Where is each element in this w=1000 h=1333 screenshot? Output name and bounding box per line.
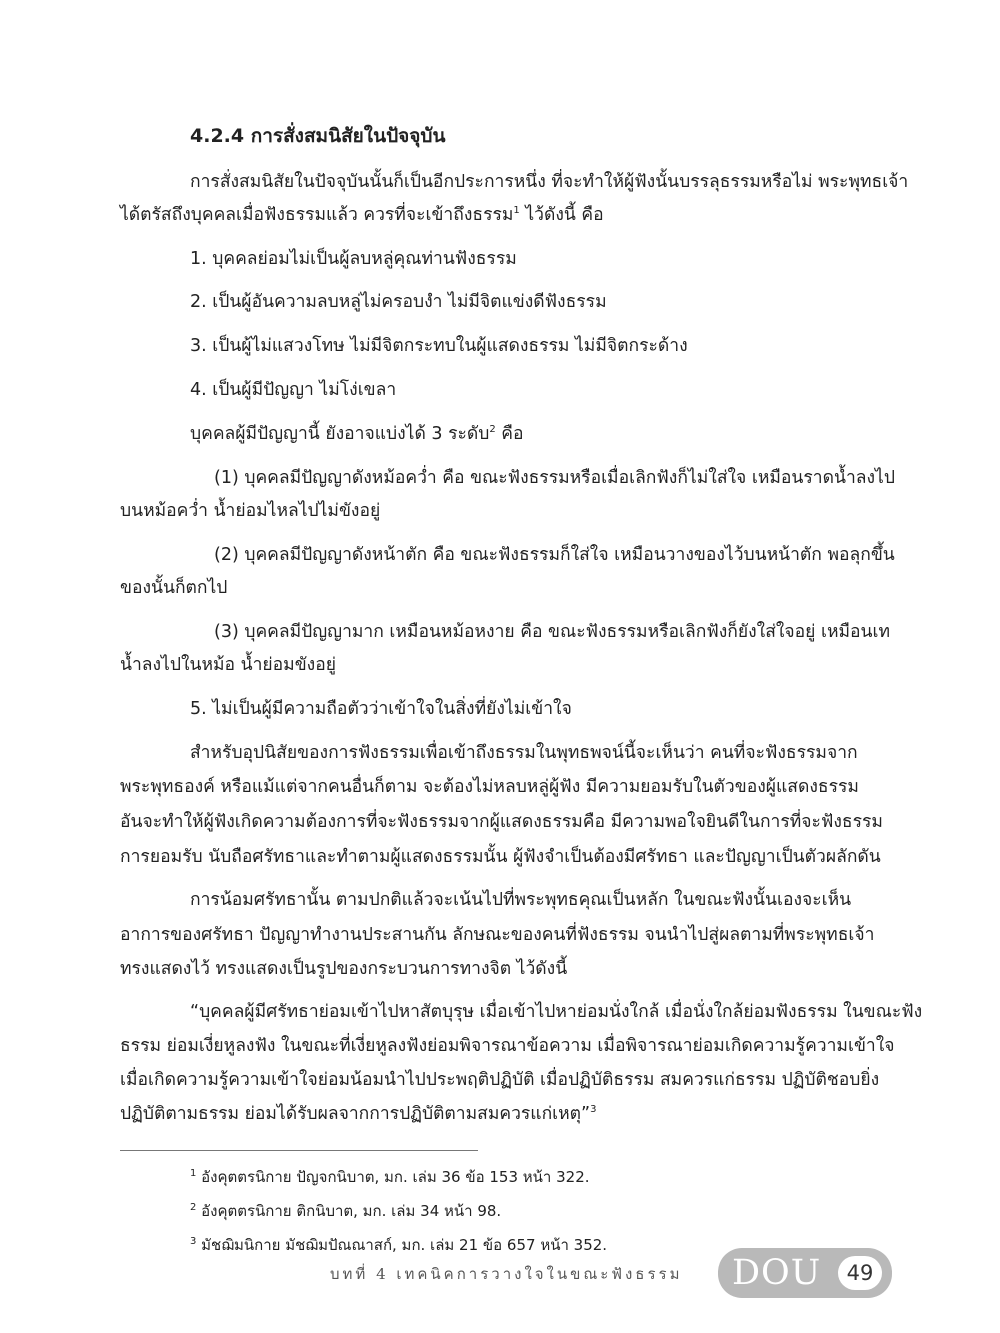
levels-intro: บุคคลผู้มีปัญญานี้ ยังอาจแบ่งได้ 3 ระดับ$^2$ คือ <box>190 424 524 444</box>
list-item-2: 2. เป็นผู้อันความลบหลู่ไม่ครอบงำ ไม่มีจิตแข่งดีฟังธรรม <box>190 292 607 312</box>
section-heading: 4.2.4 การสั่งสมนิสัยในปัจจุบัน <box>190 125 446 147</box>
para1-line-3: อันจะทำให้ผู้ฟังเกิดความต้องการที่จะฟังธรรมจากผู้แสดงธรรมคือ มีความพอใจยินดีในการที่จะฟังธรรม <box>120 812 883 832</box>
para2-line-2: อาการของศรัทธา ปัญญาทำงานประสานกัน ลักษณะของคนที่ฟังธรรม จนนำไปสู่ผลตามที่พระพุทธเจ้า <box>120 925 875 945</box>
quote-line-2: ธรรม ย่อมเงี่ยหูลงฟัง ในขณะที่เงี่ยหูลงฟังย่อมพิจารณาข้อความ เมื่อพิจารณาย่อมเกิดความรู้ความเข้าใจ <box>120 1036 895 1056</box>
list-item-3: 3. เป็นผู้ไม่แสวงโทษ ไม่มีจิตกระทบในผู้แสดงธรรม ไม่มีจิตกระด้าง <box>190 336 688 356</box>
list-item-5: 5. ไม่เป็นผู้มีความถือตัวว่าเข้าใจในสิ่งที่ยังไม่เข้าใจ <box>190 699 572 719</box>
running-title: บทที่ 4 เทคนิคการวางใจในขณะฟังธรรม <box>330 1265 683 1283</box>
level-3-line-2: น้ำลงไปในหม้อ น้ำย่อมขังอยู่ <box>120 655 336 675</box>
para1-line-4: การยอมรับ นับถือศรัทธาและทำตามผู้แสดงธรรมนั้น ผู้ฟังจำเป็นต้องมีศรัทธา และปัญญาเป็นตัวผลักดัน <box>120 847 881 867</box>
level-2-line-1: (2) บุคคลมีปัญญาดังหน้าตัก คือ ขณะฟังธรรมก็ใส่ใจ เหมือนวางของไว้บนหน้าตัก พอลุกขึ้น <box>214 545 895 565</box>
quote-line-4: ปฏิบัติตามธรรม ย่อมได้รับผลจากการปฏิบัติตามสมควรแก่เหตุ”$^3$ <box>120 1104 597 1124</box>
page-number: 49 <box>838 1256 882 1290</box>
list-item-1: 1. บุคคลย่อมไม่เป็นผู้ลบหลู่คุณท่านฟังธรรม <box>190 249 517 269</box>
quote-line-1: “บุคคลผู้มีศรัทธาย่อมเข้าไปหาสัตบุรุษ เมื่อเข้าไปหาย่อมนั่งใกล้ เมื่อนั่งใกล้ย่อมฟังธรรม ในขณะฟัง <box>190 1002 923 1022</box>
footnote-2: $^2$ อังคุตตรนิกาย ติกนิบาต, มก. เล่ม 34 หน้า 98. <box>190 1202 502 1220</box>
para1-line-1: สำหรับอุปนิสัยของการฟังธรรมเพื่อเข้าถึงธรรมในพุทธพจน์นี้จะเห็นว่า คนที่จะฟังธรรมจาก <box>190 743 858 763</box>
footnote-divider <box>120 1150 478 1151</box>
quote-line-3: เมื่อเกิดความรู้ความเข้าใจย่อมน้อมนำไปประพฤติปฏิบัติ เมื่อปฏิบัติธรรม สมควรแก่ธรรม ปฏิบัติชอบยิ่ง <box>120 1070 880 1090</box>
footnote-ref-3: 3 <box>590 1104 597 1116</box>
list-item-4: 4. เป็นผู้มีปัญญา ไม่โง่เขลา <box>190 380 397 400</box>
level-3-line-1: (3) บุคคลมีปัญญามาก เหมือนหม้อหงาย คือ ขณะฟังธรรมหรือเลิกฟังก็ยังใส่ใจอยู่ เหมือนเท <box>214 622 891 642</box>
para2-line-1: การน้อมศรัทธานั้น ตามปกติแล้วจะเน้นไปที่พระพุทธคุณเป็นหลัก ในขณะฟังนั้นเองจะเห็น <box>190 890 852 910</box>
footnote-ref-1: 1 <box>513 205 520 217</box>
page-badge <box>718 1248 892 1298</box>
level-2-line-2: ของนั้นก็ตกไป <box>120 578 228 598</box>
footnote-1: $^1$ อังคุตตรนิกาย ปัญจกนิบาต, มก. เล่ม 36 ข้อ 153 หน้า 322. <box>190 1168 590 1186</box>
footnote-3: $^3$ มัชฌิมนิกาย มัชฌิมปัณณาสก์, มก. เล่ม 21 ข้อ 657 หน้า 352. <box>190 1236 608 1254</box>
intro-line-1: การสั่งสมนิสัยในปัจจุบันนั้นก็เป็นอีกประการหนึ่ง ที่จะทำให้ผู้ฟังนั้นบรรลุธรรมหรือไม่ พระพุทธเจ้า <box>190 172 909 192</box>
para1-line-2: พระพุทธองค์ หรือแม้แต่จากคนอื่นก็ตาม จะต้องไม่หลบหลู่ผู้ฟัง มีความยอมรับในตัวของผู้แสดงธรรม <box>120 777 859 797</box>
level-1-line-1: (1) บุคคลมีปัญญาดังหม้อคว่ำ คือ ขณะฟังธรรมหรือเมื่อเลิกฟังก็ไม่ใส่ใจ เหมือนราดน้ำลงไป <box>214 468 895 488</box>
footnote-ref-2: 2 <box>489 424 496 436</box>
intro-line-2: ได้ตรัสถึงบุคคลเมื่อฟังธรรมแล้ว ควรที่จะเข้าถึงธรรม$^1$ ไว้ดังนี้ คือ <box>120 205 604 225</box>
level-1-line-2: บนหม้อคว่ำ น้ำย่อมไหลไปไม่ขังอยู่ <box>120 501 381 521</box>
dou-logo: DOU <box>732 1253 822 1293</box>
para2-line-3: ทรงแสดงไว้ ทรงแสดงเป็นรูปของกระบวนการทางจิต ไว้ดังนี้ <box>120 959 568 979</box>
